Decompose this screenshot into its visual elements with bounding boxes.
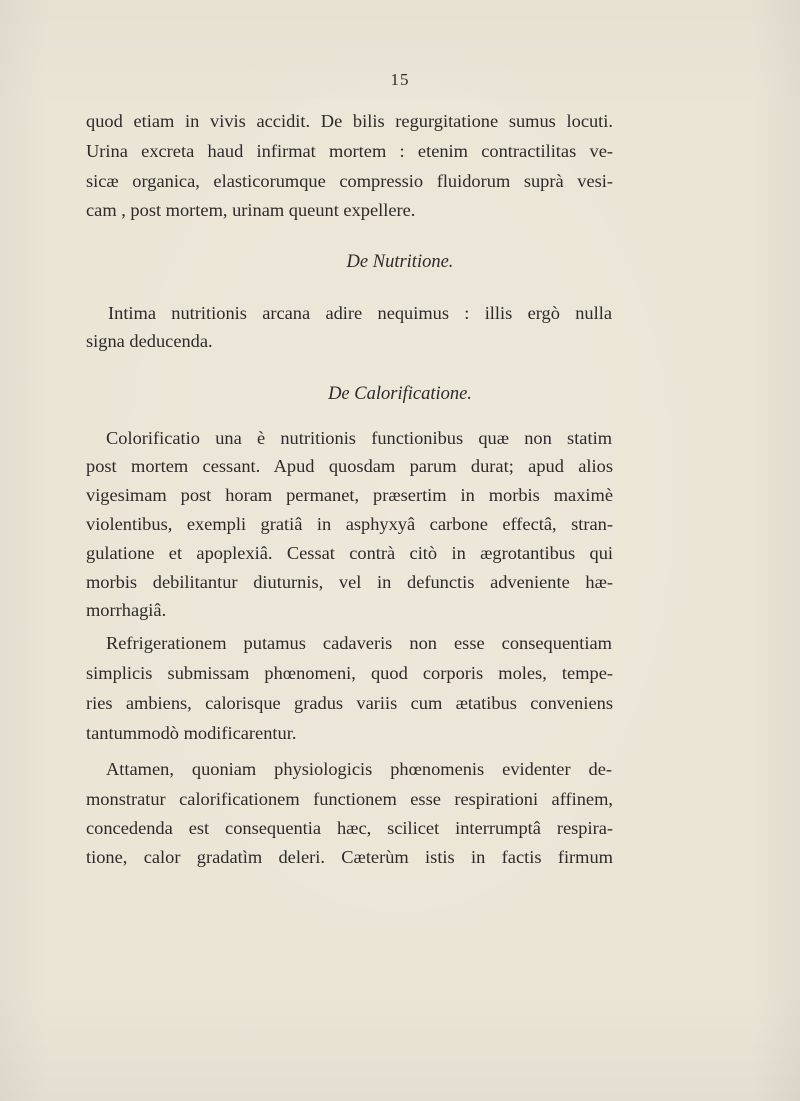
- text-line: gulatione et apoplexiâ. Cessat contrà citò in ægrotantibus qui: [86, 543, 613, 563]
- text-line: sicæ organica, elasticorumque compressio fluidorum suprà vesi-: [86, 171, 613, 191]
- text-line: quod etiam in vivis accidit. De bilis regurgitatione sumus locuti.: [86, 111, 613, 131]
- text-line: tione, calor gradatìm deleri. Cæterùm istis in factis firmum: [86, 847, 613, 867]
- page-number: 15: [390, 70, 410, 89]
- text-line: concedenda est consequentia hæc, scilicet interrumptâ respira-: [86, 818, 613, 838]
- text-line: cam , post mortem, urinam queunt expellere.: [86, 200, 416, 220]
- text-line: Colorificatio una è nutritionis functionibus quæ non statim: [106, 428, 612, 448]
- text-line: post mortem cessant. Apud quosdam parum durat; apud alios: [86, 456, 613, 476]
- text-line: signa deducenda.: [86, 331, 213, 351]
- text-line: morbis debilitantur diuturnis, vel in defunctis adveniente hæ-: [86, 572, 613, 592]
- text-line: Intima nutritionis arcana adire nequimus : illis ergò nulla: [108, 303, 612, 323]
- text-line: Refrigerationem putamus cadaveris non esse consequentiam: [106, 633, 612, 653]
- section-heading-nutrition: De Nutritione.: [346, 252, 454, 272]
- text-line: Urina excreta haud infirmat mortem : etenim contractilitas ve-: [86, 141, 613, 161]
- section-heading-calorification: De Calorificatione.: [328, 384, 472, 404]
- text-line: Attamen, quoniam physiologicis phœnomenis evidenter de-: [106, 759, 612, 779]
- text-line: vigesimam post horam permanet, præsertim in morbis maximè: [86, 485, 613, 505]
- text-line: morrhagiâ.: [86, 600, 167, 620]
- text-line: simplicis submissam phœnomeni, quod corporis moles, tempe-: [86, 663, 613, 683]
- text-line: ries ambiens, calorisque gradus variis cum ætatibus conveniens: [86, 693, 613, 713]
- text-line: monstratur calorificationem functionem esse respirationi affinem,: [86, 789, 613, 809]
- text-line: violentibus, exempli gratiâ in asphyxyâ carbone effectâ, stran-: [86, 514, 613, 534]
- text-line: tantummodò modificarentur.: [86, 723, 297, 743]
